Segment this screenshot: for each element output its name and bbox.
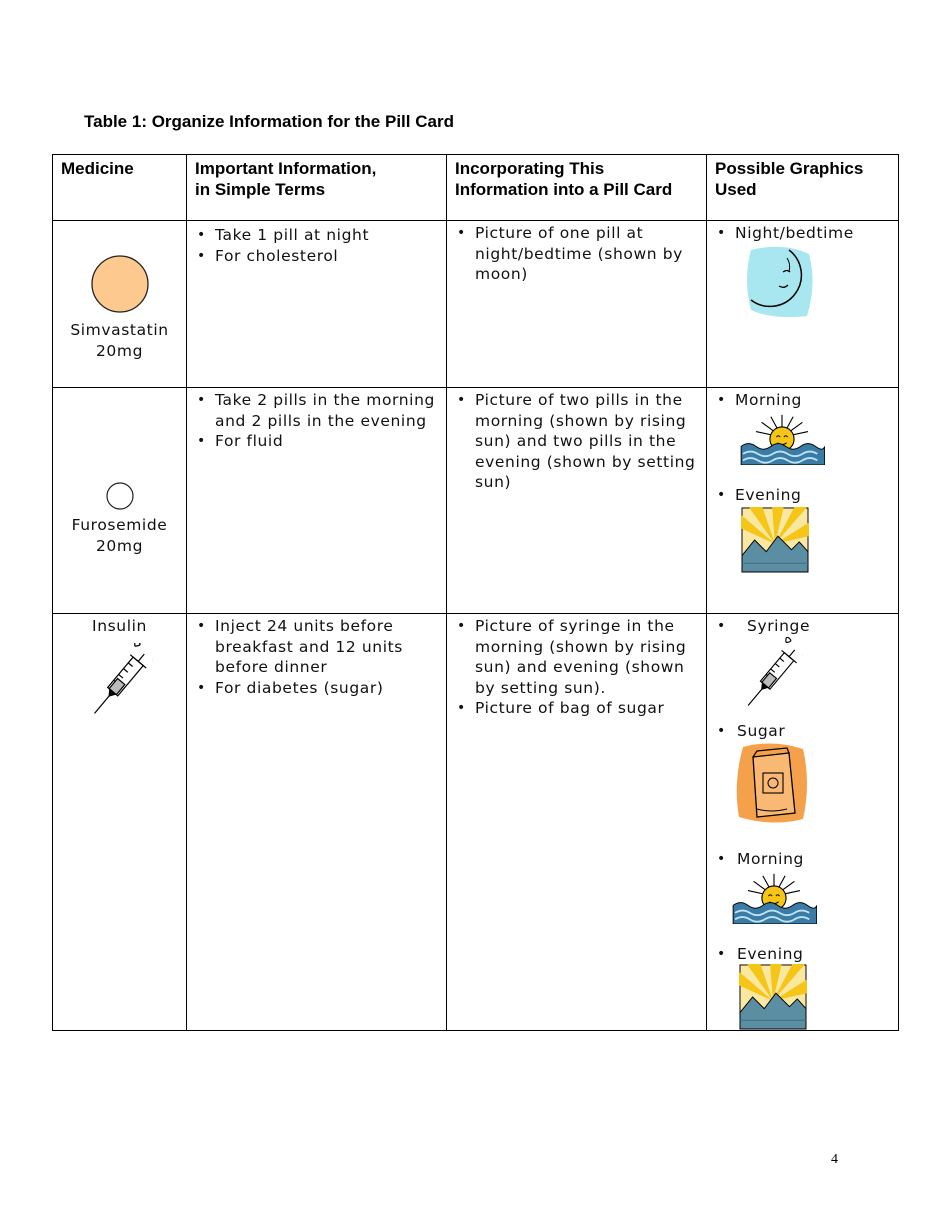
medicine-dose: 20mg [95,341,144,360]
moon-icon [743,244,815,318]
list-item: • Take 2 pills in the morning and 2 pills in the evening [187,390,438,431]
table-row [53,614,899,1031]
medicine-dose: 20mg [95,536,144,555]
medicine-name: Simvastatin [70,321,169,339]
list-item: • Syringe [707,616,898,637]
medicine-name: Insulin [92,617,147,635]
info-cell [187,221,447,388]
table-title: Table 1: Organize Information for the Pill Card [84,112,454,131]
sunrise-icon [731,872,817,924]
header-incorp-line1: Incorporating This [455,159,605,178]
table-row [53,221,899,388]
syringe-icon [741,637,803,717]
list-item: • Take 1 pill at night [187,225,446,246]
sugar-bag-icon [733,743,809,825]
header-medicine-label: Medicine [61,159,134,178]
pill-orange-icon [90,254,150,314]
header-graphics [707,155,899,221]
pill-card-table [52,154,899,1031]
list-item: • Morning [707,390,898,411]
list-item: • Evening [707,485,898,506]
incorp-cell [447,221,707,388]
list-item: • Inject 24 units before breakfast and 12 units before dinner [187,616,438,678]
graphics-cell [707,221,899,388]
medicine-cell [53,221,187,388]
medicine-name: Furosemide [71,516,168,534]
header-incorp-line2: Information into a Pill Card [455,180,673,199]
list-item: • Night/bedtime [707,223,898,244]
medicine-cell [53,614,187,1031]
header-graphics-line1: Possible Graphics [715,159,864,178]
info-cell [187,388,447,614]
list-item: • For fluid [187,431,438,452]
list-item: • Picture of syringe in the morning (shown by rising sun) and evening (shown by setting sun). [447,616,698,698]
header-graphics-line2: Used [715,180,757,199]
info-cell [187,614,447,1031]
table-row [53,388,899,614]
page-number: 4 [831,1152,838,1167]
syringe-icon [87,643,153,723]
header-info-line2: in Simple Terms [195,180,326,199]
list-item: • Morning [707,849,898,870]
list-item: • For diabetes (sugar) [187,678,438,699]
sunset-icon [741,507,809,573]
header-row [53,155,899,221]
sunset-icon [739,964,807,1030]
list-item: • Picture of bag of sugar [447,698,698,719]
medicine-cell [53,388,187,614]
list-item: • Sugar [707,721,898,742]
pill-white-icon [105,481,135,511]
header-info-line1: Important Information, [195,159,377,178]
list-item: • For cholesterol [187,246,446,267]
sunrise-icon [739,413,825,465]
header-important-info [187,155,447,221]
graphics-cell [707,614,899,1031]
graphics-cell [707,388,899,614]
incorp-cell [447,614,707,1031]
list-item: • Picture of one pill at night/bedtime (shown by moon) [447,223,698,285]
list-item: • Picture of two pills in the morning (shown by rising sun) and two pills in the evening (shown by setting sun) [447,390,698,493]
list-item: • Evening [707,944,898,965]
incorp-cell [447,388,707,614]
header-medicine [53,155,187,221]
header-incorporating [447,155,707,221]
